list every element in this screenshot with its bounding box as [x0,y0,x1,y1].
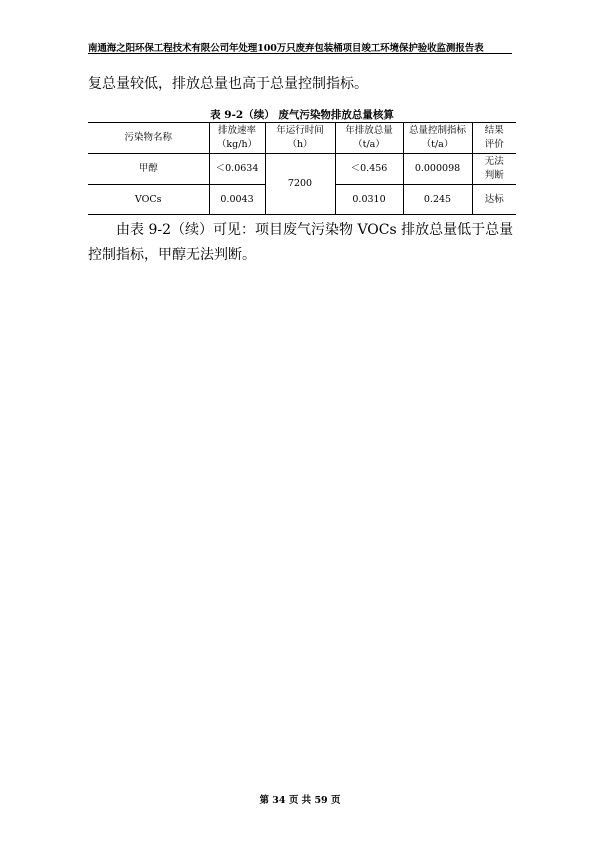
conclusion-paragraph: 由表 9-2（续）可见：项目废气污染物 VOCs 排放总量低于总量控制指标，甲醇无法判断。 [88,222,514,263]
cell-pollutant: VOCs [134,193,162,205]
cell-result: 无法 判断 [472,154,516,185]
cell-emission-rate: 0.0043 [209,185,265,215]
header-total-control: 总量控制指标 （t/a） [403,123,472,154]
cell-emission-rate: ＜0.0634 [209,154,265,185]
header-divider [88,53,512,54]
emission-total-table [88,122,516,215]
cell-pollutant: 甲醇 [88,154,209,185]
cell-annual-emission: ＜0.456 [335,154,403,185]
header-emission-rate: 排放速率 （kg/h） [209,123,265,154]
header-result: 结果 评价 [472,123,516,154]
header-pollutant: 污染物名称 [88,123,209,154]
table-caption: 表 9-2（续） 废气污染物排放总量核算 [210,109,394,121]
table-header-row [88,123,516,154]
intro-paragraph: 复总量较低，排放总量也高于总量控制指标。 [88,76,368,92]
cell-annual-emission: 0.0310 [335,185,403,215]
cell-result: 达标 [472,185,516,215]
cell-annual-hours: 7200 [265,154,335,215]
header-annual-emission: 年排放总量 （t/a） [335,123,403,154]
cell-total-control: 0.000098 [403,154,472,185]
cell-total-control: 0.245 [403,185,472,215]
report-header: 南通海之阳环保工程技术有限公司年处理100万只废弃包装桶项目竣工环境保护验收监测报告表 [88,43,484,54]
page-footer: 第 34 页 共 59 页 [259,795,341,806]
header-annual-hours: 年运行时间 （h） [265,123,335,154]
table-row [88,154,516,185]
